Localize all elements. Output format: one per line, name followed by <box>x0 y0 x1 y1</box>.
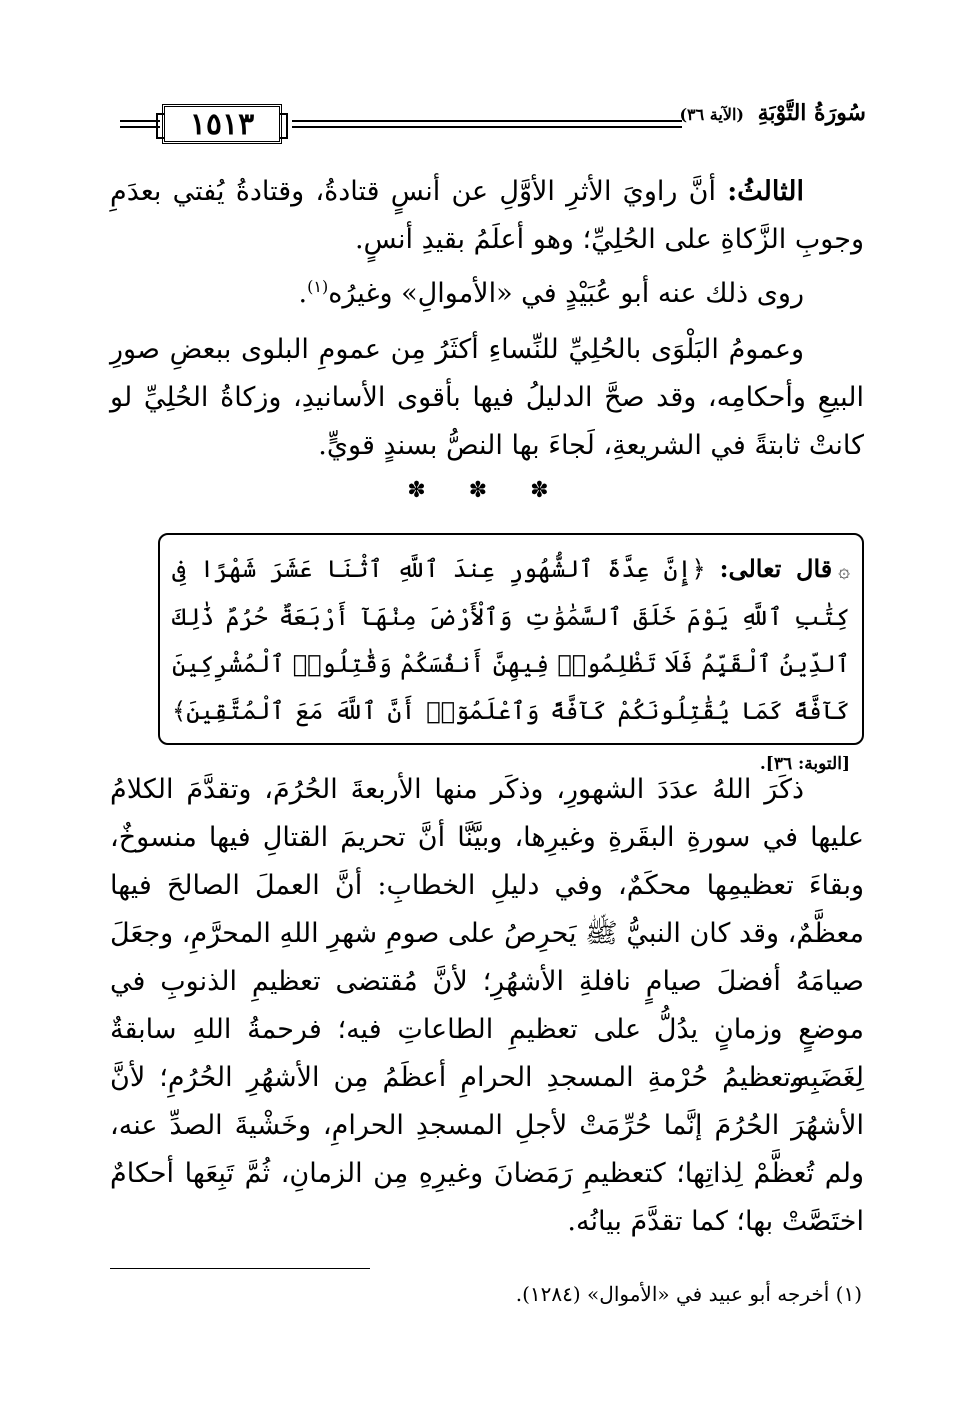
paragraph-text: روى ذلك عنه أبو عُبَيْدٍ في «الأموالِ» وغيرُه <box>328 278 804 309</box>
page-number: ١٥١٣ <box>162 104 282 144</box>
verse-reference: (الآية ٣٦) <box>679 105 744 124</box>
header-rule <box>292 126 682 128</box>
paragraph-text: وعمومُ البَلْوَى بالحُلِيِّ للنِّساءِ أكثَرُ مِن عمومِ البلوى ببعضِ صورِ البيعِ وأحكامِه، وقد صحَّ الدليلُ فيها بأقوى الأسانيدِ، وزكاةُ الحُلِيِّ لو كانتْ ثابتةً في الشريعةِ، لَجاءَ بها النصُّ بسندٍ قويٍّ. <box>110 334 864 461</box>
period: . <box>298 278 308 309</box>
verse-ornament-icon: ۞ <box>838 558 850 582</box>
header-rule <box>292 120 682 122</box>
paragraph-text: ذكَرَ اللهُ عدَدَ الشهورِ، وذكَر منها الأربعةَ الحُرُمَ، وتقدَّمَ الكلامُ عليها في سورةِ البقَرةِ وغيرِها، وبيَّنَّا أنَّ تحريمَ القتالِ فيها منسوخٌ، وبقاءَ تعظيمِها محكَمٌ، وفي دليلِ الخطابِ: أنَّ العملَ الصالحَ فيها معظَّمٌ، وقد كان النبيُّ ﷺ يَحرِصُ على صومِ شهرِ اللهِ المحرَّمِ، وجعَلَ صيامَهُ أفضلَ صيامٍ نافلةِ الأشهُرِ؛ لأنَّ مُقتضى تعظيمِ الذنوبِ في موضعٍ وزمانٍ يدُلُّ على تعظيمِ الطاعاتِ فيه؛ فرحمةُ اللهِ سابقةٌ لِغَضَبِه. <box>110 774 864 1093</box>
header-rule <box>120 120 160 122</box>
surah-title: سُورَةُ التَّوْبَةِ <box>757 100 866 126</box>
paragraph-narration <box>110 270 864 318</box>
paragraph-general-affliction <box>110 326 864 470</box>
quran-verse-text: ﴿إِنَّ عِدَّةَ ٱلشُّهُورِ عِندَ ٱللَّهِ ٱثْنَا عَشَرَ شَهْرًا فِى كِتَٰبِ ٱللَّهِ يَوْمَ خَلَقَ ٱلسَّمَٰوَٰتِ وَٱلْأَرْضَ مِنْهَآ أَرْبَعَةٌ حُرُمٌ ذَٰلِكَ ٱلدِّينُ ٱلْقَيِّمُ فَلَا تَظْلِمُوا۟ فِيهِنَّ أَنفُسَكُمْ وَقَٰتِلُوا۟ ٱلْمُشْرِكِينَ كَآفَّةً كَمَا يُقَٰتِلُونَكُمْ كَآفَّةً وَٱعْلَمُوٓا۟ أَنَّ ٱللَّهَ مَعَ ٱلْمُتَّقِينَ﴾ <box>172 555 850 725</box>
footnote-divider <box>110 1268 370 1269</box>
footnote-marker: (١) <box>307 277 329 296</box>
paragraph-third-point <box>110 168 864 264</box>
running-header <box>679 100 866 126</box>
section-separator: ✽ ✽ ✽ <box>407 478 567 503</box>
paragraph-sacred-months <box>110 766 864 1102</box>
page-header <box>120 100 866 160</box>
header-rule <box>120 126 160 128</box>
paragraph-lead: الثالثُ: <box>727 176 804 207</box>
paragraph-text: أنَّ راويَ الأثرِ الأوَّلِ عن أنسٍ قتادةُ، وقتادةُ يُفتي بعدَمِ وجوبِ الزَّكاةِ على الحُلِيِّ؛ وهو أعلَمُ بقيدِ أنسٍ. <box>110 176 864 255</box>
quran-verse-box <box>158 533 864 774</box>
paragraph-text: وتعظيمُ حُرْمةِ المسجدِ الحرامِ أعظَمُ مِن الأشهُرِ الحُرُمِ؛ لأنَّ الأشهُرَ الحُرُمَ إنَّما حُرِّمَتْ لأجلِ المسجدِ الحرامِ، وخَشْيةَ الصدِّ عنه، ولم تُعظَّمْ لِذاتِها؛ كتعظيمِ رَمَضانَ وغيرِهِ مِن الزمانِ، ثُمَّ تَبِعَها أحكامٌ اختَصَّتْ بها؛ كما تقدَّمَ بيانُه. <box>110 1062 864 1237</box>
paragraph-sacred-mosque <box>110 1054 864 1246</box>
quran-reference: [التوبة: ٣٦]. <box>759 754 850 774</box>
footnote: (١) أخرجه أبو عبيد في «الأموال» (١٢٨٤). <box>515 1282 862 1306</box>
quran-intro: قال تعالى: <box>719 554 833 583</box>
